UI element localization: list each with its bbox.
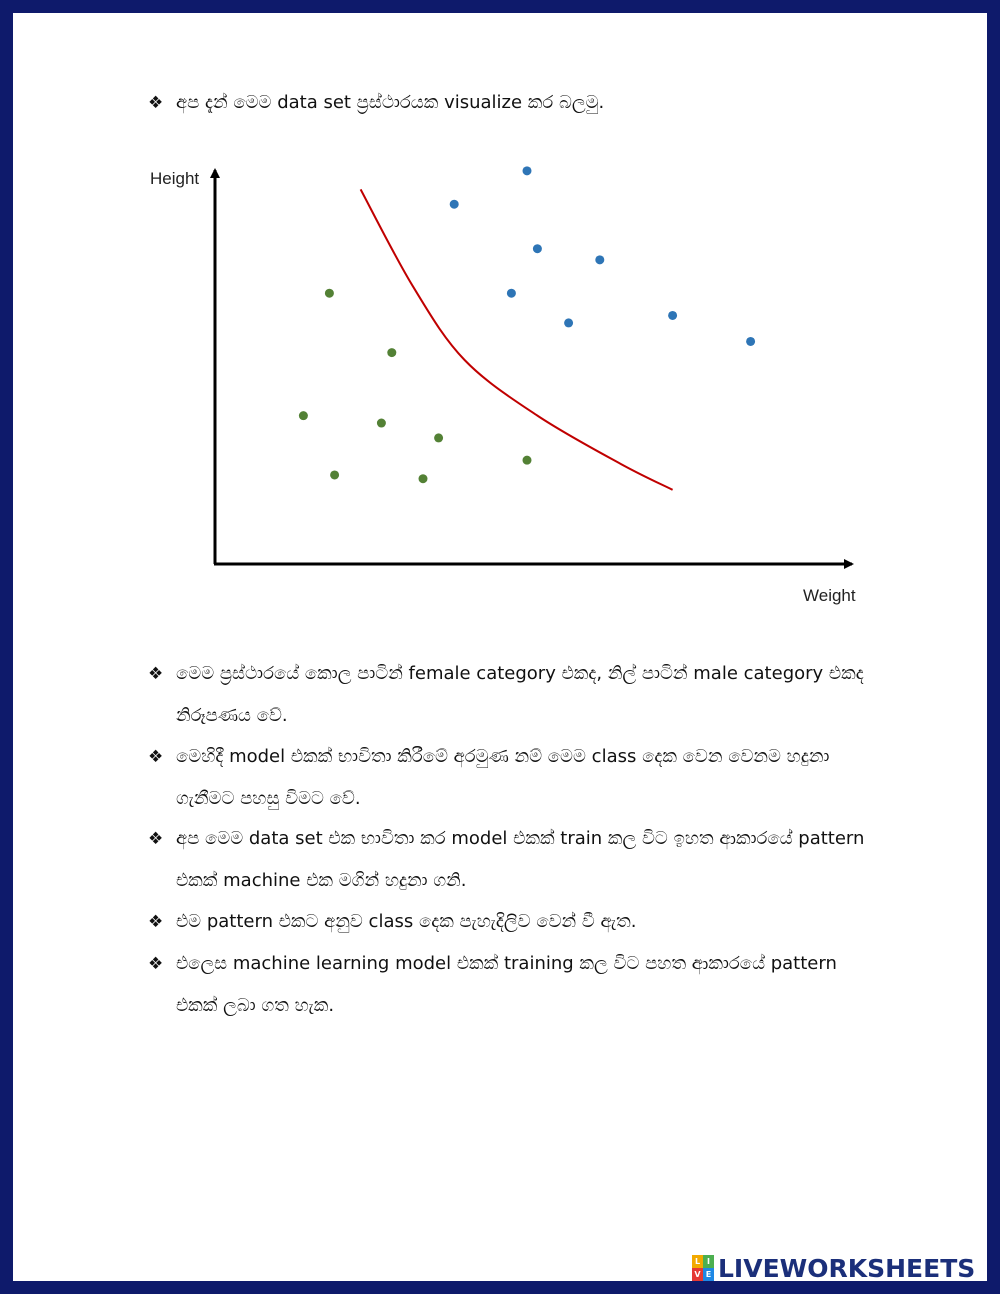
blue-point <box>507 289 516 298</box>
paragraph-text: මෙහිදී model එකක් භාවිතා කිරීමේ අරමුණ නම් මෙම class දෙක වෙන වෙනම හදුනා ගැනීමට පහසු විමට වේ. <box>176 746 830 809</box>
data-points <box>299 166 755 483</box>
paragraph-4 <box>148 901 868 943</box>
green-point <box>330 470 339 479</box>
logo-mark-icon <box>692 1255 714 1281</box>
blue-point <box>523 166 532 175</box>
logo-block: V <box>692 1268 703 1281</box>
logo-block: I <box>703 1255 714 1268</box>
paragraph-1 <box>148 653 868 737</box>
green-point <box>419 474 428 483</box>
green-point <box>299 411 308 420</box>
bullet-icon: ❖ <box>148 829 164 849</box>
logo-text: LIVEWORKSHEETS <box>718 1253 976 1283</box>
y-axis-label: Height <box>150 169 200 188</box>
bullet-icon: ❖ <box>148 912 164 932</box>
paragraph-5 <box>148 943 868 1027</box>
bullet-icon: ❖ <box>148 954 164 974</box>
blue-point <box>595 255 604 264</box>
paragraph-text: එම pattern එකට අනුව class දෙක පැහැදිලිව වෙන් වී ඇත. <box>176 911 637 932</box>
decision-boundary <box>361 189 673 489</box>
liveworksheets-logo <box>692 1252 975 1284</box>
blue-point <box>533 244 542 253</box>
blue-point <box>668 311 677 320</box>
green-point <box>434 433 443 442</box>
bullet-icon: ❖ <box>148 747 164 767</box>
green-point <box>523 456 532 465</box>
green-point <box>377 419 386 428</box>
paragraph-3 <box>148 818 868 902</box>
logo-block: L <box>692 1255 703 1268</box>
paragraph-text: එලෙස machine learning model එකක් training කල විට පහත ආකාරයේ pattern එකක් ලබා ගත හැක. <box>176 953 837 1016</box>
bullet-icon: ❖ <box>148 664 164 684</box>
paragraph-text: අප මෙම data set එක භාවිතා කර model එකක් train කල විට ඉහත ආකාරයේ pattern එකක් machine එක මගින් හදුනා ගනි. <box>176 828 865 891</box>
blue-point <box>564 318 573 327</box>
paragraph-2 <box>148 736 868 820</box>
intro-text: අප දැන් මෙම data set ප්‍රස්ථාරයක visualize කර බලමු. <box>176 92 605 113</box>
blue-point <box>450 200 459 209</box>
x-axis-label: Weight <box>803 586 856 605</box>
green-point <box>387 348 396 357</box>
bullet-icon: ❖ <box>148 93 164 113</box>
logo-block: E <box>703 1268 714 1281</box>
paragraph-text: මෙම ප්‍රස්ථාරයේ කොල පාටින් female category එකද, නිල් පාටින් male category එකද නිරූපණය වේ. <box>176 663 864 726</box>
green-point <box>325 289 334 298</box>
blue-point <box>746 337 755 346</box>
boundary-curve <box>361 189 673 489</box>
scatter-chart <box>0 0 1000 640</box>
